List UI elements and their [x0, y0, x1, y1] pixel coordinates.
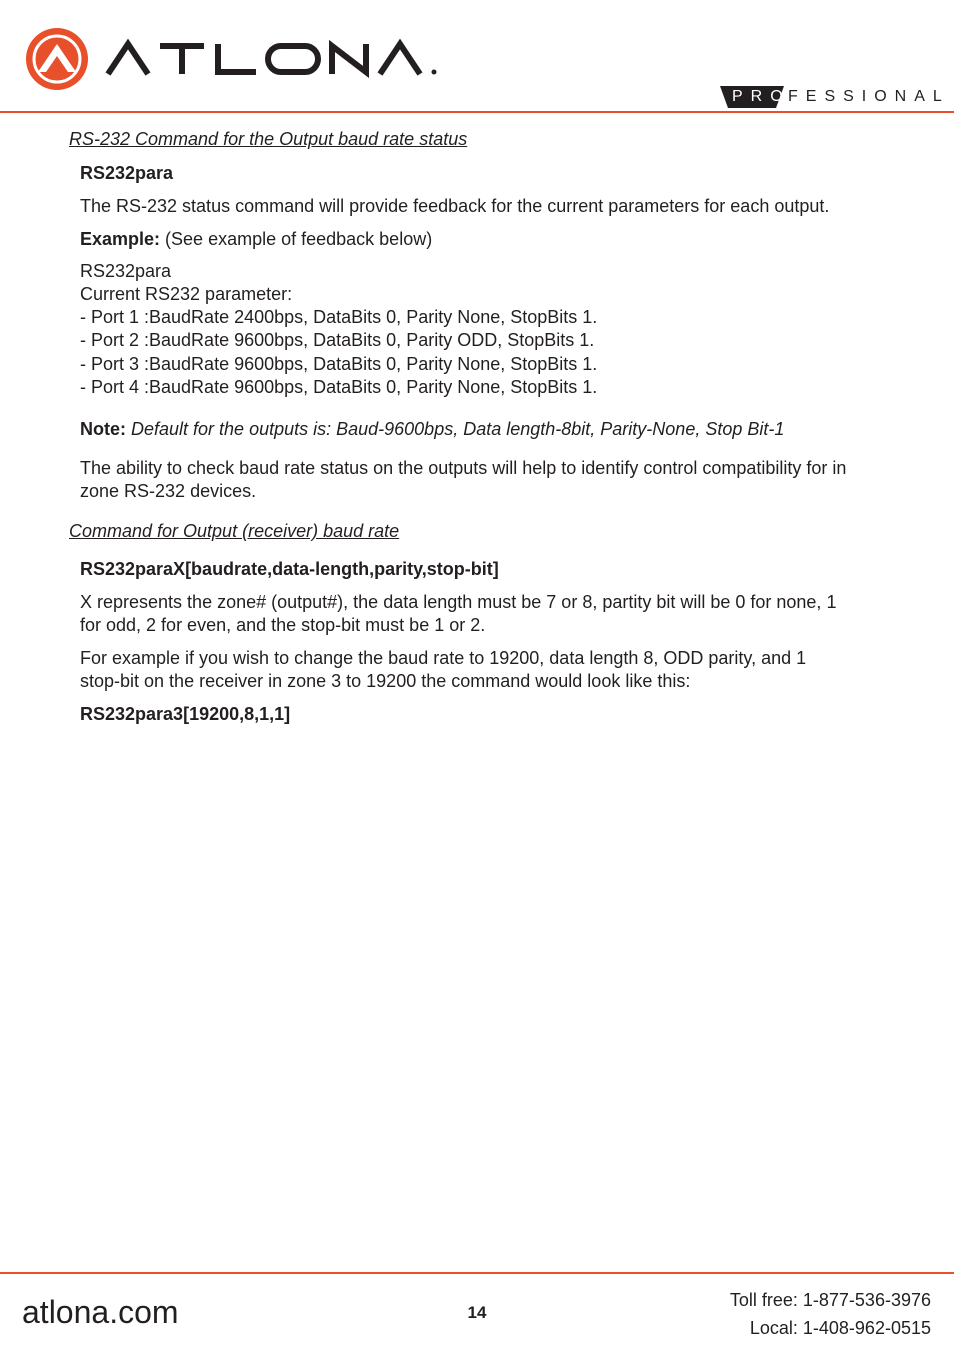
local-number: Local: 1-408-962-0515: [749, 1318, 931, 1338]
section-heading-receiver-baud: Command for Output (receiver) baud rate: [69, 521, 400, 541]
command-rs232parax: RS232paraX[baudrate,data-length,parity,stop-bit]: [80, 559, 499, 579]
section-heading-baud-status: RS-232 Command for the Output baud rate status: [69, 129, 468, 149]
feedback-line: Current RS232 parameter:: [80, 284, 293, 304]
footer-divider: [0, 1272, 954, 1274]
explain-line: for odd, 2 for even, and the stop-bit must be 1 or 2.: [80, 615, 486, 635]
tagline-fessional: FESSIONAL: [788, 88, 950, 105]
toll-free-number: Toll free: 1-877-536-3976: [729, 1290, 931, 1310]
feedback-line: - Port 3 :BaudRate 9600bps, DataBits 0, Parity None, StopBits 1.: [80, 354, 598, 374]
example-label: Example:: [80, 229, 161, 249]
page-number: 14: [467, 1303, 487, 1322]
example-text: (See example of feedback below): [160, 229, 433, 249]
note-text: Default for the outputs is: Baud-9600bps, Data length-8bit, Parity-None, Stop Bit-1: [126, 419, 785, 439]
feedback-line: - Port 2 :BaudRate 9600bps, DataBits 0, Parity ODD, StopBits 1.: [80, 330, 595, 350]
example-command: RS232para3[19200,8,1,1]: [80, 704, 291, 724]
note-line: [80, 418, 784, 441]
tagline-pro: PRO: [732, 88, 791, 105]
explain-line: X represents the zone# (output#), the data length must be 7 or 8, partity bit will be 0 for none, 1: [80, 592, 837, 612]
feedback-line: - Port 1 :BaudRate 2400bps, DataBits 0, Parity None, StopBits 1.: [80, 307, 598, 327]
status-description: The RS-232 status command will provide feedback for the current parameters for each output.: [80, 196, 830, 216]
atlona-logo-icon: [24, 26, 90, 92]
feedback-line: RS232para: [80, 261, 172, 281]
example-paragraph-line: For example if you wish to change the baud rate to 19200, data length 8, ODD parity, and 1: [80, 648, 807, 668]
ability-line: The ability to check baud rate status on the outputs will help to identify control compatibility for in: [80, 458, 847, 478]
footer-site-link[interactable]: atlona.com: [22, 1294, 179, 1330]
note-label: Note:: [80, 419, 126, 439]
example-paragraph-line: stop-bit on the receiver in zone 3 to 19200 the command would look like this:: [80, 671, 691, 691]
header-divider: [0, 111, 954, 113]
command-rs232para: RS232para: [80, 163, 174, 183]
example-line: [80, 228, 432, 251]
ability-line: zone RS-232 devices.: [80, 481, 257, 501]
feedback-line: - Port 4 :BaudRate 9600bps, DataBits 0, Parity None, StopBits 1.: [80, 377, 598, 397]
atlona-wordmark: [104, 38, 440, 78]
